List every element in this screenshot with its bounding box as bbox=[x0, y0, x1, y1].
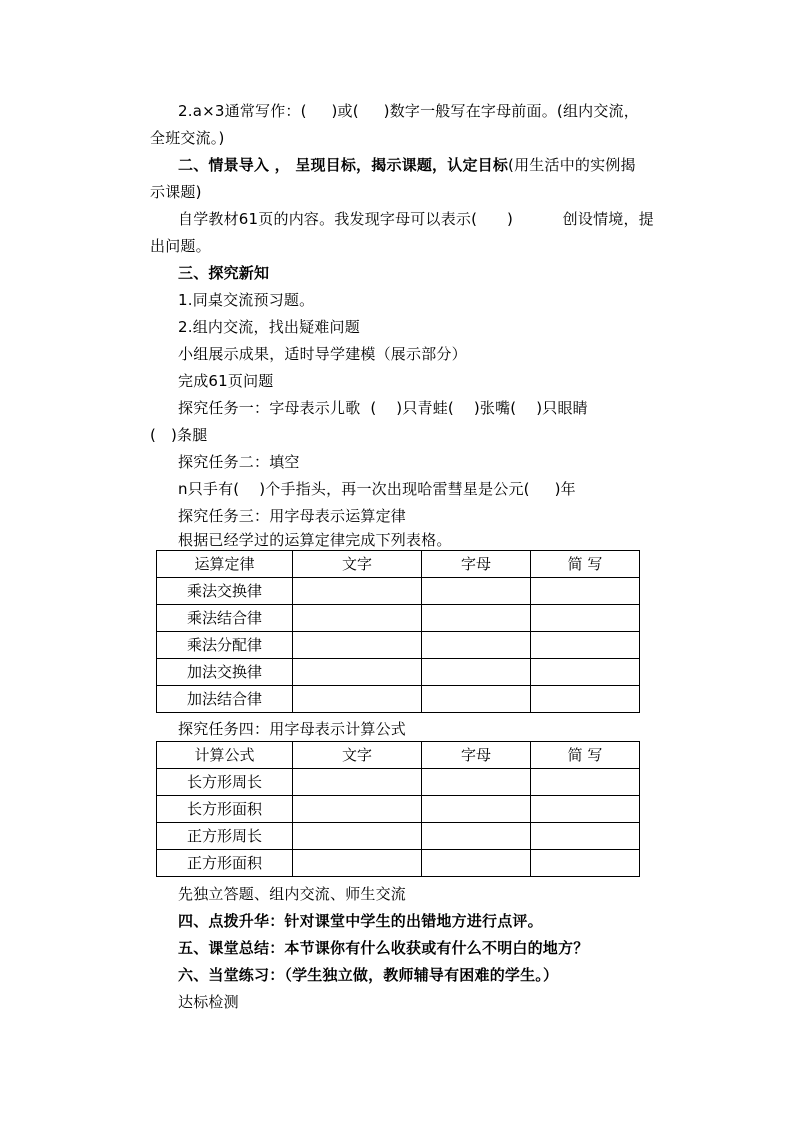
paragraph-line: n只手有( )个手指头，再一次出现哈雷彗星是公元( )年 bbox=[178, 480, 576, 498]
table-row bbox=[157, 686, 640, 713]
table-row-label: 正方形面积 bbox=[157, 850, 293, 877]
formula-table bbox=[156, 741, 640, 877]
operation-laws-table bbox=[156, 550, 640, 713]
blank-cell[interactable] bbox=[531, 769, 640, 796]
blank-cell[interactable] bbox=[293, 769, 422, 796]
blank-cell[interactable] bbox=[422, 659, 531, 686]
table-row bbox=[157, 796, 640, 823]
table-row-label: 乘法分配律 bbox=[157, 632, 293, 659]
blank-cell[interactable] bbox=[293, 605, 422, 632]
paragraph-line: 全班交流。) bbox=[150, 129, 225, 147]
table-row-label: 长方形面积 bbox=[157, 796, 293, 823]
table-row-label: 正方形周长 bbox=[157, 823, 293, 850]
blank-cell[interactable] bbox=[531, 796, 640, 823]
blank-cell[interactable] bbox=[422, 632, 531, 659]
blank-cell[interactable] bbox=[293, 632, 422, 659]
paragraph-line: 探究任务一：字母表示儿歌 ( )只青蛙( )张嘴( )只眼睛 bbox=[178, 399, 588, 417]
blank-cell[interactable] bbox=[422, 578, 531, 605]
paragraph-line: 先独立答题、组内交流、师生交流 bbox=[178, 885, 407, 903]
table-row bbox=[157, 578, 640, 605]
table-row-label: 乘法交换律 bbox=[157, 578, 293, 605]
blank-cell[interactable] bbox=[293, 796, 422, 823]
blank-cell[interactable] bbox=[293, 823, 422, 850]
paragraph-line: 出问题。 bbox=[150, 237, 211, 255]
blank-cell[interactable] bbox=[293, 659, 422, 686]
blank-cell[interactable] bbox=[531, 659, 640, 686]
paragraph-line: 示课题) bbox=[150, 183, 202, 201]
paragraph-line: 探究任务四：用字母表示计算公式 bbox=[178, 720, 407, 738]
paragraph-line: 2.a×3通常写作：( )或( )数字一般写在字母前面。(组内交流， bbox=[178, 102, 639, 120]
blank-cell[interactable] bbox=[531, 686, 640, 713]
table-header-cell: 简 写 bbox=[531, 742, 640, 769]
table-row bbox=[157, 850, 640, 877]
blank-cell[interactable] bbox=[422, 823, 531, 850]
paragraph-line: 完成61页问题 bbox=[178, 372, 274, 390]
table-row bbox=[157, 605, 640, 632]
table-row bbox=[157, 632, 640, 659]
table-header-cell: 简 写 bbox=[531, 551, 640, 578]
table-row bbox=[157, 769, 640, 796]
blank-cell[interactable] bbox=[422, 605, 531, 632]
table-header-row bbox=[157, 742, 640, 769]
blank-cell[interactable] bbox=[531, 850, 640, 877]
section-heading-2 bbox=[178, 155, 636, 175]
table-header-cell: 字母 bbox=[422, 551, 531, 578]
paragraph-line: 达标检测 bbox=[178, 993, 239, 1011]
blank-cell[interactable] bbox=[531, 605, 640, 632]
table-header-cell: 计算公式 bbox=[157, 742, 293, 769]
paragraph-line: ( )条腿 bbox=[150, 426, 208, 444]
paragraph-line: 探究任务三：用字母表示运算定律 bbox=[178, 507, 407, 525]
blank-cell[interactable] bbox=[531, 632, 640, 659]
table-header-cell: 字母 bbox=[422, 742, 531, 769]
blank-cell[interactable] bbox=[422, 686, 531, 713]
table-row-label: 长方形周长 bbox=[157, 769, 293, 796]
section-heading-4: 四、点拨升华：针对课堂中学生的出错地方进行点评。 bbox=[178, 912, 543, 930]
blank-cell[interactable] bbox=[531, 823, 640, 850]
section-heading-2-bold: 二、情景导入 ， 呈现目标，揭示课题，认定目标 bbox=[178, 156, 509, 174]
table-row bbox=[157, 823, 640, 850]
blank-cell[interactable] bbox=[531, 578, 640, 605]
table-row bbox=[157, 659, 640, 686]
paragraph-line: 自学教材61页的内容。我发现字母可以表示( ) 创设情境，提 bbox=[178, 210, 654, 228]
section-heading-5: 五、课堂总结：本节课你有什么收获或有什么不明白的地方？ bbox=[178, 939, 589, 957]
section-heading-2-note: (用生活中的实例揭 bbox=[508, 156, 636, 174]
blank-cell[interactable] bbox=[422, 796, 531, 823]
blank-cell[interactable] bbox=[422, 850, 531, 877]
paragraph-line: 根据已经学过的运算定律完成下列表格。 bbox=[178, 531, 452, 549]
table-row-label: 加法结合律 bbox=[157, 686, 293, 713]
table-header-row bbox=[157, 551, 640, 578]
paragraph-line: 探究任务二：填空 bbox=[178, 453, 300, 471]
table-header-cell: 运算定律 bbox=[157, 551, 293, 578]
table-header-cell: 文字 bbox=[293, 742, 422, 769]
table-row-label: 加法交换律 bbox=[157, 659, 293, 686]
table-header-cell: 文字 bbox=[293, 551, 422, 578]
table-row-label: 乘法结合律 bbox=[157, 605, 293, 632]
blank-cell[interactable] bbox=[293, 850, 422, 877]
section-heading-3: 三、探究新知 bbox=[178, 264, 270, 282]
paragraph-line: 2.组内交流，找出疑难问题 bbox=[178, 318, 360, 336]
section-heading-6: 六、当堂练习：（学生独立做，教师辅导有困难的学生。） bbox=[178, 966, 559, 984]
paragraph-line: 1.同桌交流预习题。 bbox=[178, 291, 315, 309]
blank-cell[interactable] bbox=[293, 578, 422, 605]
paragraph-line: 小组展示成果，适时导学建模（展示部分） bbox=[178, 345, 467, 363]
blank-cell[interactable] bbox=[293, 686, 422, 713]
blank-cell[interactable] bbox=[422, 769, 531, 796]
